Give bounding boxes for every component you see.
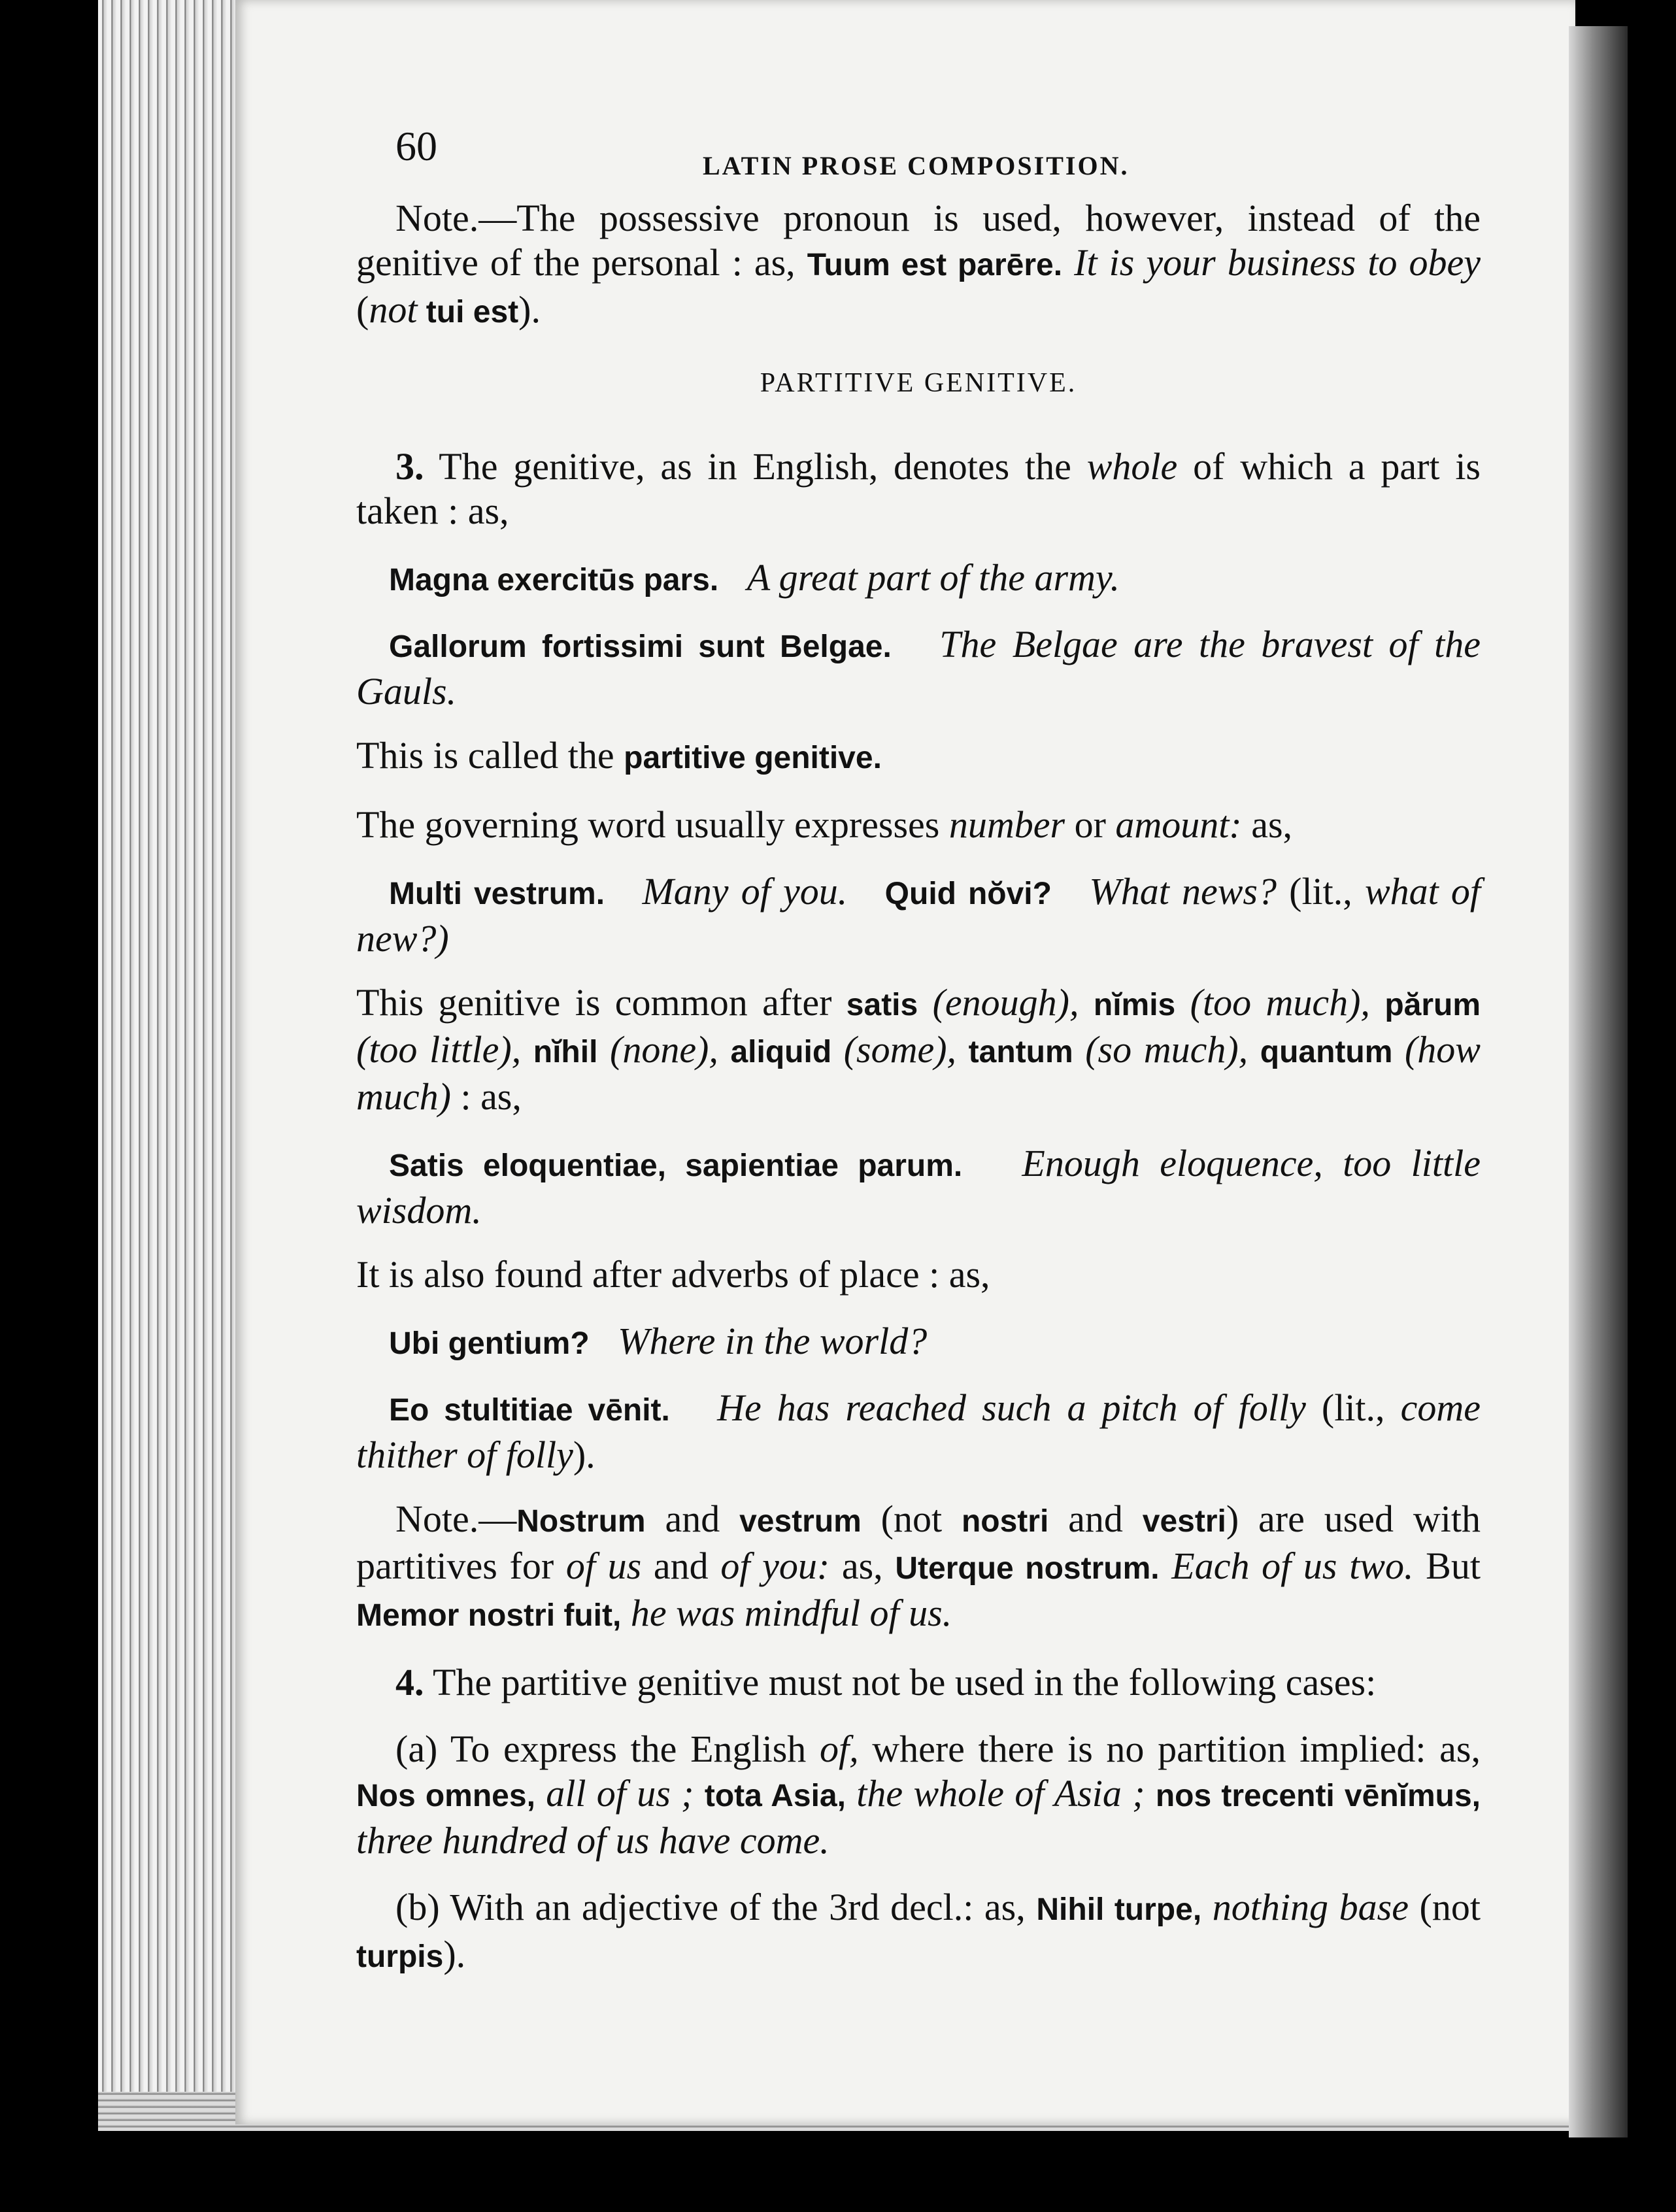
text-fragment: This genitive is common after (356, 981, 846, 1024)
adverbs-line: It is also found after adverbs of place : as, (356, 1253, 990, 1296)
paragraph-4 (356, 1660, 1481, 1705)
english-gloss: (so much), (1073, 1028, 1260, 1071)
emphasis: whole (1086, 445, 1178, 488)
page-content (356, 118, 1481, 2002)
text-fragment: This is called the (356, 734, 624, 777)
english-gloss: of us (565, 1545, 642, 1587)
english-gloss: all of us ; (535, 1772, 705, 1815)
latin-term: tantum (968, 1035, 1073, 1069)
latin-term: Nos omnes, (356, 1779, 535, 1813)
english-gloss: It is your business to obey (1062, 241, 1481, 284)
emphasis: of, (819, 1728, 859, 1770)
case-label: (a) (395, 1728, 438, 1770)
text-fragment: as, (830, 1545, 896, 1587)
latin-term: Memor nostri fuit, (356, 1598, 622, 1633)
example-line (356, 556, 1481, 603)
page-gutter (1569, 26, 1628, 2137)
example-line (356, 1319, 1481, 1366)
english-gloss: the whole of Asia ; (845, 1772, 1156, 1815)
text-fragment: ). (573, 1433, 595, 1476)
latin-term: partitive genitive. (624, 741, 882, 775)
text-fragment: With an adjective of the 3rd decl.: as, (439, 1886, 1037, 1928)
latin-term: tui est (417, 295, 519, 329)
emphasis: number (948, 803, 1065, 846)
latin-term: Ubi gentium? (389, 1326, 590, 1361)
text-fragment: (lit., (1276, 870, 1365, 913)
page-number: 60 (395, 123, 437, 169)
book-page-edges (98, 0, 242, 2105)
text-fragment: and (641, 1545, 721, 1587)
latin-term: vestrum (739, 1504, 862, 1539)
running-title: LATIN PROSE COMPOSITION. (703, 151, 1130, 180)
english-gloss: The Belgae are the bravest of the Gauls. (356, 623, 1481, 712)
latin-term: nos trecenti vēnĭmus, (1155, 1779, 1481, 1813)
latin-term: nĭhil (533, 1035, 598, 1069)
english-gloss: of you: (720, 1545, 830, 1587)
example-line (356, 1386, 1481, 1477)
note-possessive (356, 196, 1481, 335)
english-gloss: Many of you. (642, 870, 848, 913)
latin-term: Gallorum fortissimi sunt Belgae. (389, 629, 892, 664)
latin-term: Multi vestrum. (389, 877, 605, 911)
case-b (356, 1885, 1481, 1979)
english-gloss: (too little), (356, 1028, 533, 1071)
text-fragment: Note.— (395, 1498, 517, 1540)
latin-term: Tuum est parēre. (807, 248, 1063, 282)
text-fragment: as, (1241, 803, 1293, 846)
latin-term: tota Asia, (704, 1779, 846, 1813)
english-gloss: A great part of the army. (746, 556, 1120, 599)
latin-term: nostri (961, 1504, 1049, 1539)
text-fragment: ( (356, 288, 369, 331)
english-gloss: three hundred of us have come. (356, 1819, 830, 1862)
english-gloss: Where in the world? (618, 1320, 928, 1362)
text-fragment: and (645, 1498, 740, 1540)
text-fragment: of which a part is taken : as, (356, 445, 1481, 532)
page-header (356, 118, 1481, 196)
text-fragment: ) are used with partitives for (356, 1498, 1481, 1587)
governing-line (356, 803, 1481, 847)
english-gloss: (none), (597, 1028, 731, 1071)
english-gloss: What news? (1089, 870, 1277, 913)
english-gloss: come thither of folly (356, 1386, 1481, 1476)
latin-term: nĭmis (1093, 988, 1176, 1022)
text-fragment: where there is no partition implied: as, (858, 1728, 1481, 1770)
case-a (356, 1727, 1481, 1863)
note-text: Note.—The possessive pronoun is used, however, instead of the genitive of the personal : as, (356, 197, 1481, 284)
example-line (356, 869, 1481, 961)
text-fragment: (not (1408, 1886, 1481, 1928)
text-fragment: and (1048, 1498, 1143, 1540)
text-fragment: or (1065, 803, 1116, 846)
text-fragment: : as, (450, 1075, 522, 1118)
english-gloss: (how much) (356, 1028, 1481, 1118)
text-fragment: ). (443, 1933, 466, 1975)
case-label: (b) (395, 1886, 440, 1928)
example-line (356, 622, 1481, 714)
emphasis: amount: (1115, 803, 1242, 846)
english-gloss: (enough), (918, 981, 1094, 1024)
english-gloss: he was mindful of us. (621, 1592, 952, 1634)
latin-term: Nostrum (516, 1504, 646, 1539)
english-gloss: Each of us two. (1159, 1545, 1414, 1587)
latin-term: aliquid (730, 1035, 832, 1069)
latin-term: Satis eloquentiae, sapientiae parum. (389, 1148, 963, 1183)
latin-term: turpis (356, 1939, 444, 1974)
english-gloss: (too much), (1175, 981, 1385, 1024)
example-line (356, 1141, 1481, 1233)
english-gloss: what of new?) (356, 870, 1481, 960)
text-fragment: The partitive genitive must not be used in the following cases: (424, 1661, 1377, 1703)
common-line (356, 980, 1481, 1119)
text-fragment: The genitive, as in English, denotes the (424, 445, 1087, 488)
latin-term: vestri (1142, 1504, 1226, 1539)
latin-term: Quid nŏvi? (884, 877, 1052, 911)
latin-term: Magna exercitūs pars. (389, 563, 719, 597)
text-fragment: The governing word usually expresses (356, 803, 949, 846)
english-gloss: (some), (831, 1028, 969, 1071)
latin-term: părum (1384, 988, 1481, 1022)
english-gloss: Enough eloquence, too little wisdom. (356, 1142, 1481, 1232)
section-number: 4. (395, 1661, 424, 1703)
latin-term: satis (846, 988, 918, 1022)
section-heading: PARTITIVE GENITIVE. (760, 368, 1077, 398)
called-line (356, 733, 1481, 780)
text-fragment: (not (861, 1498, 962, 1540)
text-fragment: ). (518, 288, 541, 331)
note-nostrum (356, 1497, 1481, 1638)
latin-term: Eo stultitiae vēnit. (389, 1393, 670, 1428)
latin-term: quantum (1260, 1035, 1393, 1069)
english-gloss: He has reached such a pitch of folly (717, 1386, 1306, 1429)
english-gloss: nothing base (1201, 1886, 1409, 1928)
text-fragment: To express the English (437, 1728, 820, 1770)
text-fragment: (lit., (1305, 1386, 1401, 1429)
latin-term: Uterque nostrum. (895, 1551, 1160, 1586)
english-gloss: not (369, 288, 418, 331)
latin-term: Nihil turpe, (1036, 1892, 1202, 1927)
text-fragment: But (1413, 1545, 1481, 1587)
section-number: 3. (395, 445, 424, 488)
paragraph-3 (356, 444, 1481, 533)
